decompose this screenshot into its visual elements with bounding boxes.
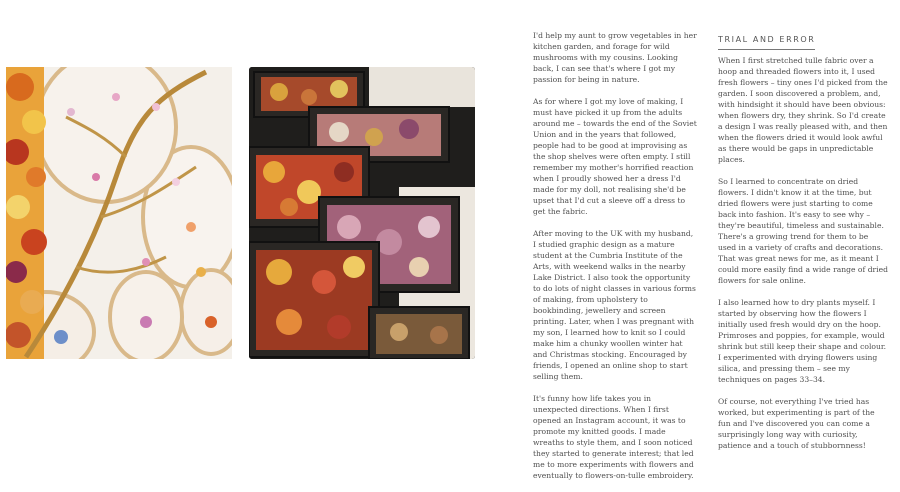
text-column-middle xyxy=(533,30,698,492)
embroidery-hoops-illustration xyxy=(6,67,232,359)
paragraph: I also learned how to dry plants myself. I started by observing how the flowers I initially used fresh would dry on the hoop. Primroses and poppies, for example, would shrink but still keep their shape and colour. I experimented with drying flowers using silica, and pressing them – see my techniques on pages 33–34. xyxy=(718,298,887,384)
paragraph: When I first stretched tulle fabric over a hoop and threaded flowers into it, I used fresh flowers – tiny ones I'd picked from the garden. I soon discovered a problem, and, with hindsight it should have been obvious: when flowers dry, they shrink. So I'd create a design I was really pleased with, and then when the flowers dried it would look awful as there would be gaps in unpredictable places. xyxy=(718,56,888,164)
section-heading: TRIAL AND ERROR xyxy=(718,34,815,50)
paragraph: It's funny how life takes you in unexpected directions. When I first opened an Instagram account, it was to promote my knitted goods. I made wreaths to style them, and I soon noticed they started to generate interest; that led me to more experiments with flowers and eventually to flowers-on-tulle embroidery. xyxy=(533,394,694,480)
paragraph: Of course, not everything I've tried has worked, but experimenting is part of the fun and I've discovered you can come a surprisingly long way with curiosity, patience and a touch of stubbornness! xyxy=(718,397,875,450)
paragraph: So I learned to concentrate on dried flowers. I didn't know it at the time, but dried flowers were just starting to come back into fashion. It's easy to see why – they're beautiful, timeless and sustainable. There's a growing trend for them to be used in a variety of crafts and decorations. That was great news for me, as it meant I could more easily find a wide range of dried flowers for sale online. xyxy=(718,177,888,285)
paragraph: I'd help my aunt to grow vegetables in her kitchen garden, and forage for wild mushrooms with my cousins. Looking back, I can see that's where I got my passion for being in nature. xyxy=(533,31,697,84)
paragraph: After moving to the UK with my husband, I studied graphic design as a mature student at the Cumbria Institute of the Arts, with weekend walks in the nearby Lake District. I also took the opportunity to do lots of night classes in various forms of making, from upholstery to bookbinding, jewellery and screen printing. Later, when I was pregnant with my son, I learned how to knit so I could make him a chunky woollen winter hat and Christmas stocking. Encouraged by friends, I opened an online shop to start selling them. xyxy=(533,229,696,381)
dried-flower-trays-photo xyxy=(249,67,475,359)
text-column-right xyxy=(718,34,888,462)
embroidery-hoops-photo xyxy=(6,67,232,359)
dried-flower-trays-illustration xyxy=(249,67,475,359)
paragraph: As for where I got my love of making, I must have picked it up from the adults around me – towards the end of the Soviet Union and in the years that followed, people had to be good at improvising as the shop shelves were often empty. I still remember my mother's horrified reaction when I proudly showed her a dress I'd made for my doll, not realising she'd be upset that I'd cut a sleeve off a dress to get the fabric. xyxy=(533,97,697,216)
